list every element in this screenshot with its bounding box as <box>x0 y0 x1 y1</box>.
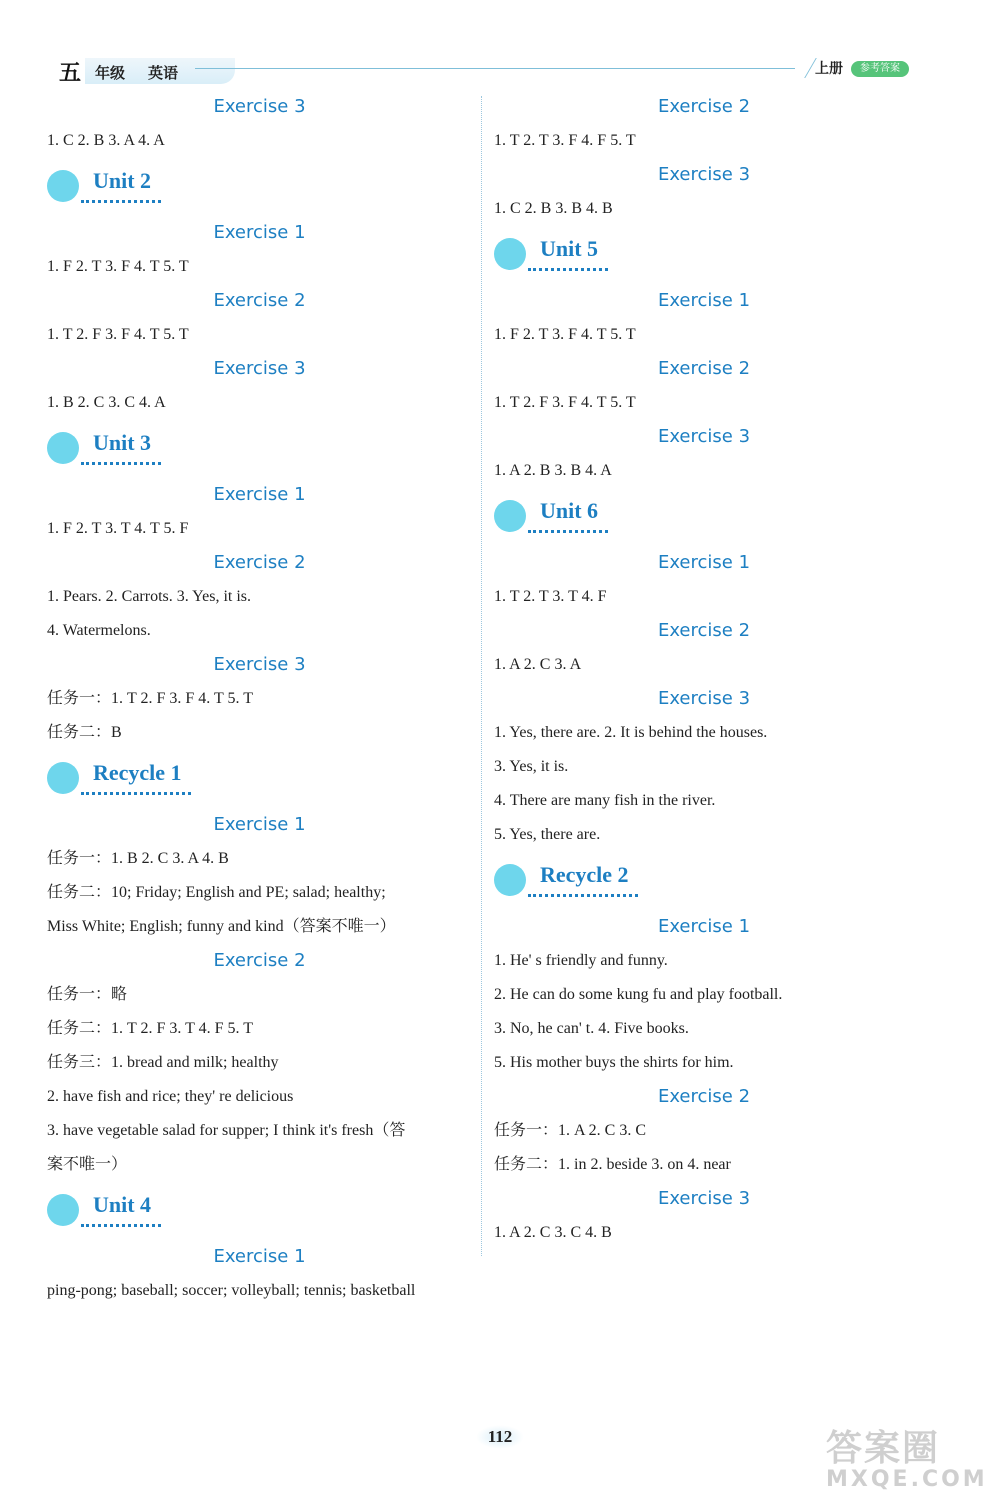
answer-line: 1. C 2. B 3. A 4. A <box>47 132 165 149</box>
exercise-heading: Exercise 3 <box>657 688 751 709</box>
unit-bullet-icon <box>47 432 79 464</box>
answer-line: 1. C 2. B 3. B 4. B <box>494 200 613 217</box>
unit-title: Recycle 1 <box>93 760 182 785</box>
answer-line: ping-pong; baseball; soccer; volleyball; tennis; basketball <box>47 1282 416 1299</box>
answer-line: 3. No, he can' t. 4. Five books. <box>494 1020 689 1037</box>
column-divider <box>481 96 482 1256</box>
answer-key-badge: 参考答案 <box>851 61 909 77</box>
answer-line: 5. Yes, there are. <box>494 826 601 843</box>
grade-suffix: 年级 <box>95 64 126 82</box>
exercise-heading: Exercise 3 <box>657 1188 751 1209</box>
answer-line: 1. A 2. B 3. B 4. A <box>494 462 612 479</box>
exercise-heading: Exercise 1 <box>657 552 751 573</box>
watermark-logo: 答案圈 <box>826 1428 941 1469</box>
exercise-heading: Exercise 2 <box>213 290 306 311</box>
unit-heading <box>47 1182 472 1240</box>
answer-line: 1. He' s friendly and funny. <box>494 952 668 969</box>
answer-line: 1. Pears. 2. Carrots. 3. Yes, it is. <box>47 588 252 605</box>
answer-line: 3. have vegetable salad for supper; I think it's fresh（答 <box>47 1122 406 1139</box>
exercise-heading: Exercise 3 <box>213 96 306 117</box>
page-number: 112 <box>476 1425 525 1449</box>
answer-line: 1. A 2. C 3. C 4. B <box>494 1224 612 1241</box>
exercise-heading: Exercise 1 <box>213 1246 306 1267</box>
answer-line: 1. F 2. T 3. F 4. T 5. T <box>47 258 189 275</box>
answer-line: 任务一：1. B 2. C 3. A 4. B <box>47 850 229 867</box>
answer-line: 1. T 2. F 3. F 4. T 5. T <box>47 326 189 343</box>
unit-bullet-icon <box>47 1194 79 1226</box>
watermark-url: MXQE.COM <box>826 1467 988 1492</box>
answer-line: 任务二：1. in 2. beside 3. on 4. near <box>494 1156 731 1173</box>
exercise-heading: Exercise 2 <box>213 552 306 573</box>
unit-heading <box>494 488 914 546</box>
exercise-heading: Exercise 3 <box>213 654 306 675</box>
answer-line: 4. There are many fish in the river. <box>494 792 716 809</box>
unit-heading <box>494 852 914 910</box>
exercise-heading: Exercise 2 <box>213 950 306 971</box>
answer-line: 2. He can do some kung fu and play football. <box>494 986 783 1003</box>
unit-underline <box>528 530 608 533</box>
answer-line: 1. A 2. C 3. A <box>494 656 582 673</box>
exercise-heading: Exercise 2 <box>657 96 751 117</box>
unit-title: Unit 2 <box>93 168 152 193</box>
answer-line: 任务二：1. T 2. F 3. T 4. F 5. T <box>47 1020 253 1037</box>
exercise-heading: Exercise 1 <box>213 484 306 505</box>
exercise-heading: Exercise 2 <box>657 620 751 641</box>
page-header <box>45 56 915 86</box>
grade-label: 五 <box>59 60 82 86</box>
answer-line: 5. His mother buys the shirts for him. <box>494 1054 734 1071</box>
exercise-heading: Exercise 1 <box>657 916 751 937</box>
unit-bullet-icon <box>494 500 526 532</box>
answer-line: 1. F 2. T 3. T 4. T 5. F <box>47 520 189 537</box>
unit-underline <box>528 268 608 271</box>
unit-underline <box>528 894 638 897</box>
exercise-heading: Exercise 2 <box>657 358 751 379</box>
answer-line: 1. Yes, there are. 2. It is behind the houses. <box>494 724 768 741</box>
unit-title: Unit 4 <box>93 1192 152 1217</box>
answer-line: 1. F 2. T 3. F 4. T 5. T <box>494 326 636 343</box>
answer-line: 1. T 2. F 3. F 4. T 5. T <box>494 394 636 411</box>
watermark <box>826 1420 991 1500</box>
unit-bullet-icon <box>47 170 79 202</box>
exercise-heading: Exercise 2 <box>657 1086 751 1107</box>
unit-title: Unit 3 <box>93 430 152 455</box>
answer-line: 任务一：略 <box>47 986 128 1003</box>
answer-line: Miss White; English; funny and kind（答案不唯一） <box>47 918 396 935</box>
answer-line: 3. Yes, it is. <box>494 758 569 775</box>
answer-line: 任务一：1. T 2. F 3. F 4. T 5. T <box>47 690 253 707</box>
answer-line: 1. B 2. C 3. C 4. A <box>47 394 166 411</box>
unit-title: Recycle 2 <box>540 862 629 887</box>
unit-heading <box>47 420 472 478</box>
answer-line: 任务二：B <box>47 724 122 741</box>
unit-title: Unit 6 <box>540 498 599 523</box>
answer-line: 1. T 2. T 3. T 4. F <box>494 588 607 605</box>
right-column <box>494 90 914 1250</box>
unit-underline <box>81 1224 161 1227</box>
subject-label: 英语 <box>148 64 179 82</box>
exercise-heading: Exercise 1 <box>213 222 306 243</box>
unit-bullet-icon <box>494 864 526 896</box>
unit-underline <box>81 462 161 465</box>
exercise-heading: Exercise 3 <box>657 164 751 185</box>
unit-bullet-icon <box>494 238 526 270</box>
exercise-heading: Exercise 3 <box>657 426 751 447</box>
exercise-heading: Exercise 3 <box>213 358 306 379</box>
unit-title: Unit 5 <box>540 236 599 261</box>
left-column <box>47 90 472 1308</box>
answer-line: 任务二：10; Friday; English and PE; salad; healthy; <box>47 884 386 901</box>
answer-line: 任务三：1. bread and milk; healthy <box>47 1054 279 1071</box>
unit-heading <box>494 226 914 284</box>
unit-heading <box>47 158 472 216</box>
exercise-heading: Exercise 1 <box>657 290 751 311</box>
unit-bullet-icon <box>47 762 79 794</box>
unit-underline <box>81 792 191 795</box>
answer-line: 4. Watermelons. <box>47 622 151 639</box>
header-rule <box>195 68 795 69</box>
volume-label: 上册 <box>815 61 843 77</box>
exercise-heading: Exercise 1 <box>213 814 306 835</box>
answer-line: 2. have fish and rice; they' re delicious <box>47 1088 294 1105</box>
header-slash <box>791 58 817 78</box>
unit-underline <box>81 200 161 203</box>
answer-line: 1. T 2. T 3. F 4. F 5. T <box>494 132 636 149</box>
answer-line: 案不唯一） <box>47 1156 128 1173</box>
unit-heading <box>47 750 472 808</box>
answer-line: 任务一：1. A 2. C 3. C <box>494 1122 647 1139</box>
